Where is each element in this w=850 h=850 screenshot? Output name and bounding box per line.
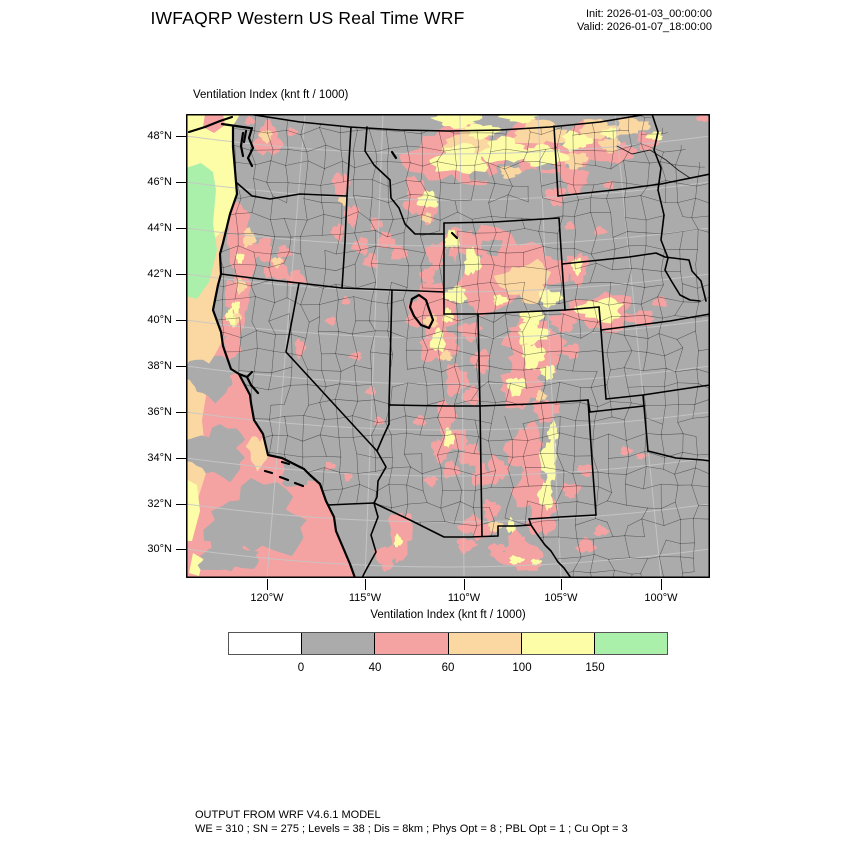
lon-tick-label: 100°W [644, 592, 678, 604]
lat-tick-mark [176, 504, 186, 505]
model-info [195, 809, 628, 836]
colorbar-segment [449, 633, 522, 654]
lat-tick-mark [176, 458, 186, 459]
colorbar-value: 60 [441, 662, 455, 674]
lon-tick-mark [365, 579, 366, 590]
map-area [186, 114, 710, 578]
page-title: IWFAQRP Western US Real Time WRF [150, 8, 465, 28]
lon-tick-label: 120°W [250, 592, 284, 604]
model-info-line2: WE = 310 ; SN = 275 ; Levels = 38 ; Dis = 8km ; Phys Opt = 8 ; PBL Opt = 1 ; Cu Opt = 3 [195, 822, 628, 835]
lon-tick-mark [267, 579, 268, 590]
lat-tick-label: 30°N [147, 543, 172, 555]
lat-tick-label: 38°N [147, 360, 172, 372]
lat-tick-label: 40°N [147, 314, 172, 326]
lat-tick-label: 34°N [147, 452, 172, 464]
colorbar-value: 150 [585, 662, 605, 674]
lat-tick-mark [176, 412, 186, 413]
lat-tick-mark [176, 366, 186, 367]
lat-tick-mark [176, 549, 186, 550]
init-time: Init: 2026-01-03_00:00:00 [586, 8, 712, 20]
colorbar-segment [229, 633, 302, 654]
lon-tick-mark [661, 579, 662, 590]
lat-tick-mark [176, 136, 186, 137]
colorbar [228, 632, 668, 655]
lon-tick-label: 105°W [544, 592, 578, 604]
lat-tick-mark [176, 274, 186, 275]
colorbar-segment [375, 633, 448, 654]
colorbar-segment [522, 633, 595, 654]
lat-tick-label: 44°N [147, 222, 172, 234]
colorbar-value: 0 [297, 662, 305, 674]
colorbar-value: 40 [368, 662, 382, 674]
legend-title: Ventilation Index (knt ft / 1000) [370, 609, 526, 621]
map-plot [186, 114, 710, 578]
lon-tick-label: 110°W [447, 592, 481, 604]
lat-tick-mark [176, 182, 186, 183]
colorbar-segment [595, 633, 667, 654]
field-label: Ventilation Index (knt ft / 1000) [193, 89, 349, 101]
lon-tick-mark [464, 579, 465, 590]
lat-tick-label: 36°N [147, 406, 172, 418]
lon-tick-label: 115°W [348, 592, 382, 604]
valid-time: Valid: 2026-01-07_18:00:00 [577, 21, 712, 33]
colorbar-value: 100 [512, 662, 532, 674]
lon-tick-mark [561, 579, 562, 590]
colorbar-segment [302, 633, 375, 654]
lat-tick-label: 32°N [147, 498, 172, 510]
run-times [577, 8, 712, 34]
lat-tick-label: 48°N [147, 130, 172, 142]
lat-tick-mark [176, 320, 186, 321]
lat-tick-mark [176, 228, 186, 229]
lat-tick-label: 46°N [147, 176, 172, 188]
model-info-line1: OUTPUT FROM WRF V4.6.1 MODEL [195, 809, 381, 821]
lat-tick-label: 42°N [147, 268, 172, 280]
